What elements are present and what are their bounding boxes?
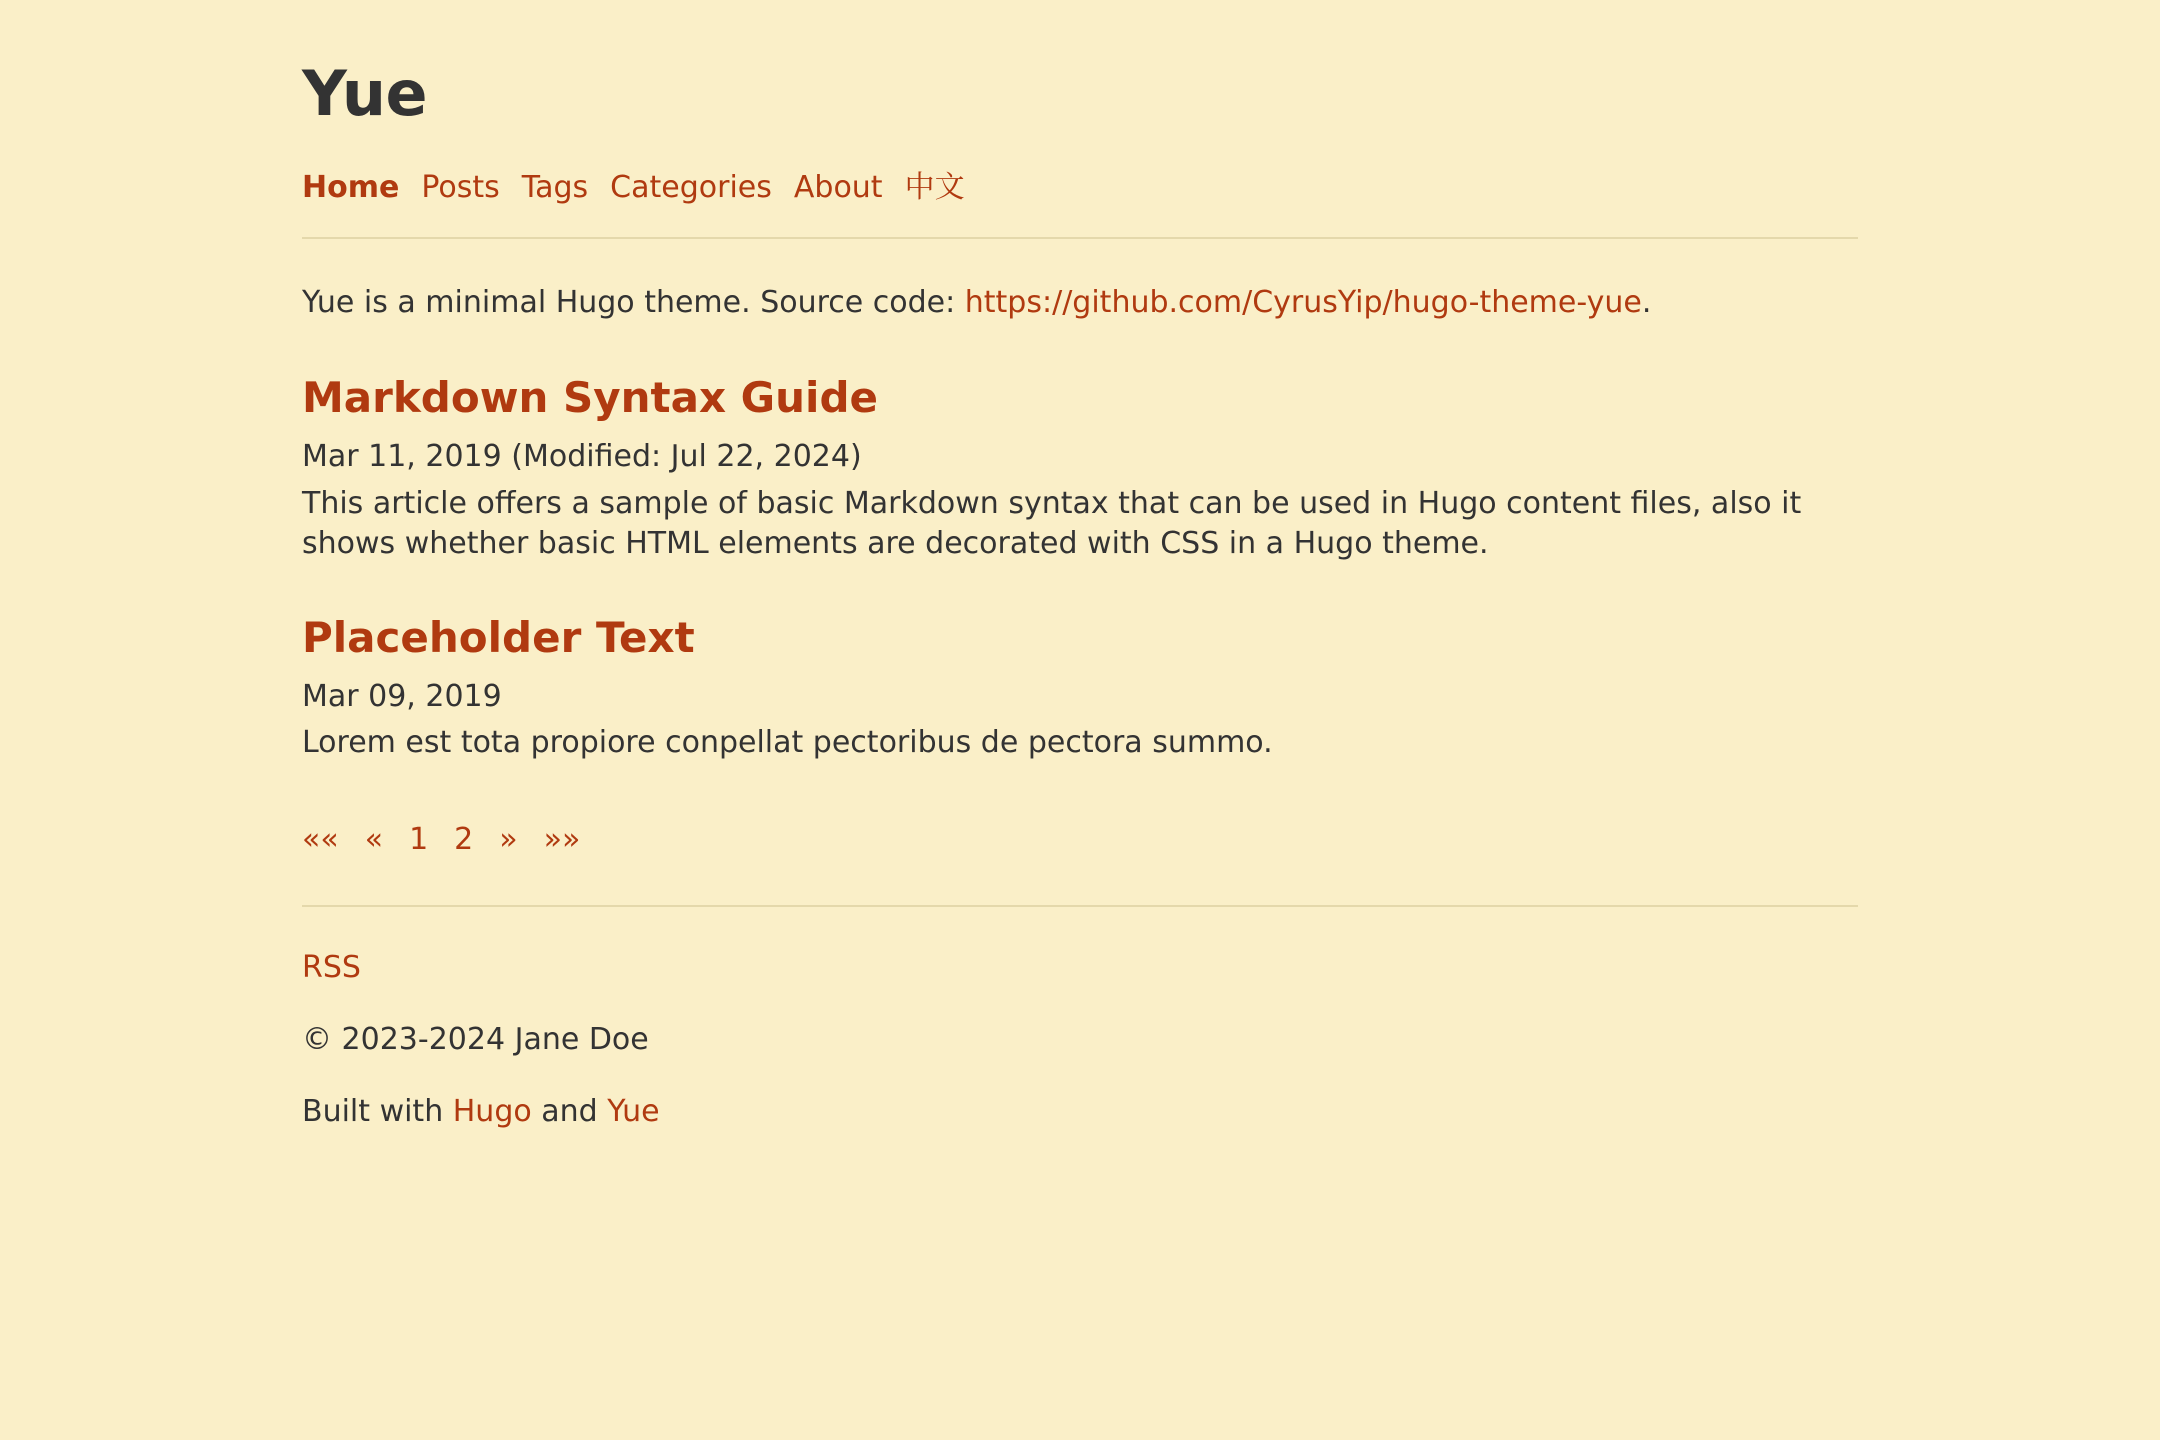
- main-navigation: [302, 168, 1858, 207]
- intro-text-before: Yue is a minimal Hugo theme. Source code:: [302, 285, 965, 321]
- post-title-link[interactable]: Placeholder Text: [302, 612, 695, 662]
- pagination-page-1[interactable]: 1: [409, 821, 429, 857]
- pagination-page-2[interactable]: 2: [454, 821, 474, 857]
- page-title: Yue: [302, 57, 428, 130]
- footer-copyright: © 2023-2024 Jane Doe: [302, 1021, 649, 1057]
- nav-item-categories[interactable]: Categories: [610, 170, 772, 206]
- nav-item-home[interactable]: Home: [302, 170, 400, 206]
- source-code-link[interactable]: https://github.com/CyrusYip/hugo-theme-yue: [964, 285, 1642, 321]
- post-title-link[interactable]: Markdown Syntax Guide: [302, 372, 879, 422]
- post-summary: This article offers a sample of basic Markdown syntax that can be used in Hugo content files, also it shows whether basic HTML elements are decorated with CSS in a Hugo theme.: [302, 485, 1802, 562]
- yue-theme-link[interactable]: Yue: [607, 1093, 660, 1129]
- nav-item-tags[interactable]: Tags: [521, 170, 589, 206]
- built-middle: and: [531, 1093, 608, 1129]
- footer-divider: [302, 905, 1858, 907]
- hugo-link[interactable]: Hugo: [452, 1093, 532, 1129]
- pagination: [302, 822, 1858, 857]
- built-prefix: Built with: [302, 1093, 453, 1129]
- post-entry: [302, 373, 1858, 565]
- pagination-first[interactable]: ««: [302, 821, 339, 857]
- site-footer: [302, 947, 1858, 1133]
- post-title: [302, 373, 1858, 423]
- post-title: [302, 613, 1858, 663]
- footer-built-with: [302, 1091, 1858, 1133]
- site-intro: [302, 281, 1858, 325]
- pagination-next[interactable]: »: [499, 821, 518, 857]
- rss-link[interactable]: RSS: [302, 949, 361, 985]
- content-wrapper: [302, 57, 1858, 1133]
- nav-item-posts[interactable]: Posts: [421, 170, 500, 206]
- post-date: Mar 09, 2019: [302, 678, 502, 714]
- post-date: Mar 11, 2019 (Modified: Jul 22, 2024): [302, 439, 862, 475]
- header-divider: [302, 237, 1858, 239]
- post-summary: Lorem est tota propiore conpellat pectoribus de pectora summo.: [302, 725, 1273, 761]
- nav-item-chinese[interactable]: 中文: [904, 170, 965, 206]
- pagination-prev[interactable]: «: [364, 821, 384, 857]
- post-entry: [302, 613, 1858, 764]
- pagination-last[interactable]: »»: [543, 821, 581, 857]
- footer-rss-line: [302, 947, 1858, 989]
- nav-item-about[interactable]: About: [793, 170, 883, 206]
- intro-text-after: .: [1641, 285, 1652, 321]
